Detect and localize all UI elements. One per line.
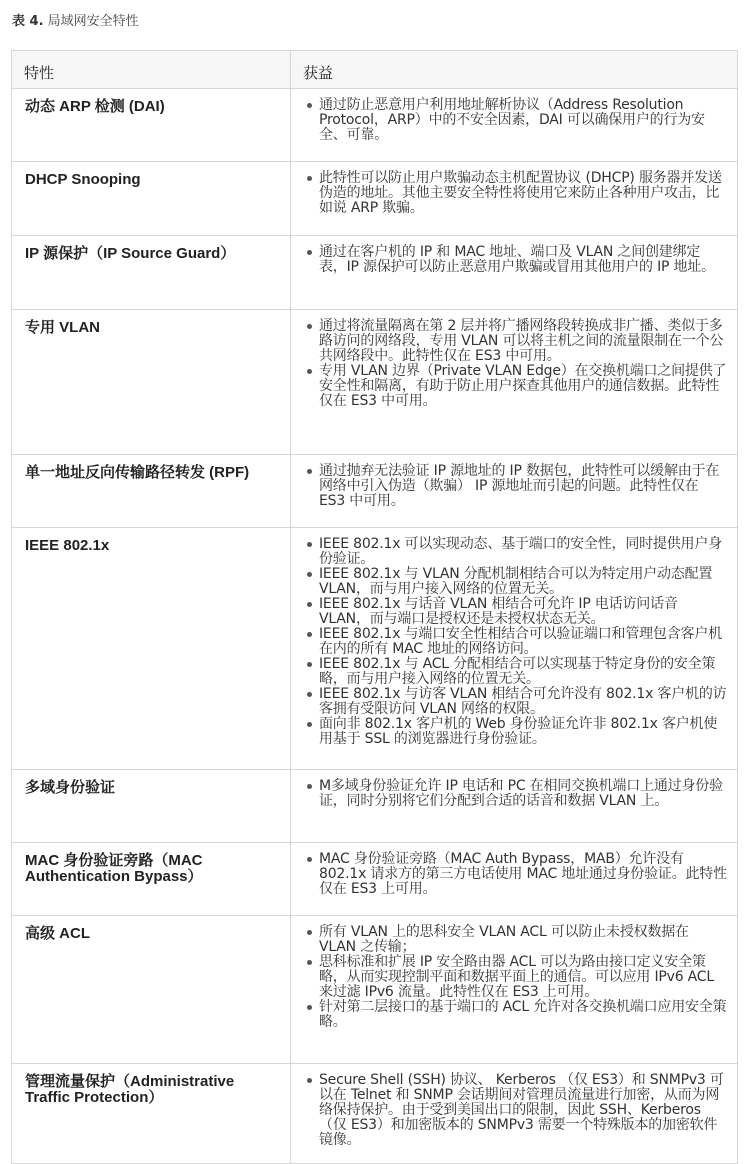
bullet-icon [307,662,312,667]
feature-cell [12,843,291,916]
feature-name: IP 源保护（IP Source Guard） [25,245,236,262]
feature-name: 多域身份验证 [25,779,116,796]
feature-column-header [12,51,291,89]
benefit-list [301,98,727,143]
benefit-list [301,852,727,897]
table-row [12,1064,738,1164]
benefit-item [319,1073,727,1148]
benefit-item [319,955,727,1000]
table-row [12,770,738,843]
benefit-list [301,537,727,747]
benefit-item [319,567,727,597]
bullet-icon [307,542,312,547]
feature-cell [12,916,291,1064]
benefit-text: IEEE 802.1x 与话音 VLAN 相结合可允许 IP 电话访问话音 VLAN，而与端口是授权还是未授权状态无关。 [319,596,678,627]
benefit-text: 专用 VLAN 边界（Private VLAN Edge）在交换机端口之间提供了安全性和隔离，有助于防止用户探查其他用户的通信数据。此特性仅在 ES3 中可用。 [319,363,727,409]
benefit-text: MAC 身份验证旁路（MAC Auth Bypass，MAB）允许没有 802.1x 请求方的第三方电话使用 MAC 地址通过身份验证。此特性仅在 ES3 上可用。 [319,851,727,897]
benefit-text: IEEE 802.1x 与端口安全性相结合可以验证端口和管理包含客户机在内的所有 MAC 地址的网络访问。 [319,626,722,657]
bullet-icon [307,692,312,697]
feature-name: IEEE 802.1x [25,537,110,554]
benefit-text: IEEE 802.1x 与访客 VLAN 相结合可允许没有 802.1x 客户机的访客拥有受限访问 VLAN 网络的权限。 [319,686,727,717]
benefit-item [319,171,727,216]
benefit-text: 所有 VLAN 上的思科安全 VLAN ACL 可以防止未授权数据在 VLAN 之传输； [319,924,689,955]
benefit-item [319,537,727,567]
feature-cell [12,455,291,528]
benefit-header-label: 获益 [303,64,334,82]
benefit-text: 通过将流量隔离在第 2 层并将广播网络段转换成非广播、类似于多路访问的网络段，专用 VLAN 可以将主机之间的流量限制在一个公共网络段中。此特性仅在 ES3 中可用。 [319,318,724,364]
benefit-item [319,657,727,687]
benefit-item [319,779,727,809]
table-row [12,455,738,528]
benefit-item [319,597,727,627]
feature-name: 高级 ACL [25,925,90,942]
benefit-text: 通过抛弃无法验证 IP 源地址的 IP 数据包，此特性可以缓解由于在网络中引入伪造（欺骗） IP 源地址而引起的问题。此特性仅在 ES3 中可用。 [319,463,720,509]
feature-cell [12,236,291,310]
bullet-icon [307,469,312,474]
bullet-icon [307,103,312,108]
benefit-cell [291,843,738,916]
feature-name: 管理流量保护（Administrative Traffic Protection） [25,1073,235,1106]
feature-name: 单一地址反向传输路径转发 (RPF) [25,464,250,481]
bullet-icon [307,930,312,935]
feature-cell [12,89,291,162]
benefit-cell [291,528,738,770]
feature-name: MAC 身份验证旁路（MAC Authentication Bypass） [25,852,203,885]
bullet-icon [307,1005,312,1010]
feature-cell [12,162,291,236]
feature-name: DHCP Snooping [25,171,141,188]
table-caption [12,10,139,29]
benefit-item [319,364,727,409]
bullet-icon [307,857,312,862]
bullet-icon [307,722,312,727]
benefit-list [301,1073,727,1148]
table-header-row [12,51,738,89]
feature-name: 专用 VLAN [25,319,101,336]
bullet-icon [307,602,312,607]
benefit-list [301,171,727,216]
benefit-item [319,717,727,747]
feature-header-label: 特性 [24,64,55,82]
bullet-icon [307,572,312,577]
benefit-cell [291,1064,738,1164]
table-row [12,528,738,770]
bullet-icon [307,250,312,255]
benefit-list [301,464,727,509]
bullet-icon [307,369,312,374]
benefit-cell [291,310,738,455]
benefit-text: 此特性可以防止用户欺骗动态主机配置协议 (DHCP) 服务器并发送伪造的地址。其他主要安全特性将使用它来防止各种用户攻击，比如说 ARP 欺骗。 [319,170,722,216]
feature-cell [12,1064,291,1164]
table-row [12,89,738,162]
feature-cell [12,310,291,455]
table-row [12,843,738,916]
benefit-item [319,627,727,657]
bullet-icon [307,632,312,637]
table-row [12,162,738,236]
benefit-item [319,98,727,143]
benefit-text: 面向非 802.1x 客户机的 Web 身份验证允许非 802.1x 客户机使用基于 SSL 的浏览器进行身份验证。 [319,716,718,747]
bullet-icon [307,1078,312,1083]
table-row [12,916,738,1064]
benefit-text: IEEE 802.1x 与 VLAN 分配机制相结合可以为特定用户动态配置 VLAN，而与用户接入网络的位置无关。 [319,566,713,597]
bullet-icon [307,960,312,965]
feature-cell [12,770,291,843]
benefit-text: IEEE 802.1x 可以实现动态、基于端口的安全性，同时提供用户身份验证。 [319,536,722,567]
benefit-item [319,687,727,717]
benefit-text: 思科标准和扩展 IP 安全路由器 ACL 可以为路由接口定义安全策略，从而实现控制平面和数据平面上的通信。可以应用 IPv6 ACL 来过滤 IPv6 流量。此特性仅在 ES3 上可用。 [319,954,714,1000]
benefit-list [301,925,727,1030]
benefit-text: 针对第二层接口的基于端口的 ACL 允许对各交换机端口应用安全策略。 [319,999,727,1030]
benefit-list [301,245,727,275]
benefit-item [319,925,727,955]
benefit-cell [291,916,738,1064]
bullet-icon [307,784,312,789]
benefit-text: M多域身份验证允许 IP 电话和 PC 在相同交换机端口上通过身份验证，同时分别将它们分配到合适的话音和数据 VLAN 上。 [319,778,723,809]
benefit-item [319,852,727,897]
bullet-icon [307,324,312,329]
table-row [12,310,738,455]
table-number: 表 4. [12,14,44,29]
benefit-cell [291,455,738,528]
lan-security-features-table [11,50,738,1164]
benefit-cell [291,236,738,310]
benefit-item [319,1000,727,1030]
table-title: 局域网安全特性 [47,14,139,29]
table-row [12,236,738,310]
benefit-text: 通过防止恶意用户利用地址解析协议（Address Resolution Protocol，ARP）中的不安全因素，DAI 可以确保用户的行为安全、可靠。 [319,97,705,143]
benefit-text: IEEE 802.1x 与 ACL 分配相结合可以实现基于特定身份的安全策略，而与用户接入网络的位置无关。 [319,656,716,687]
table-body [12,89,738,1164]
benefit-text: 通过在客户机的 IP 和 MAC 地址、端口及 VLAN 之间创建绑定表，IP 源保护可以防止恶意用户欺骗或冒用其他用户的 IP 地址。 [319,244,715,275]
feature-name: 动态 ARP 检测 (DAI) [25,98,165,115]
benefit-cell [291,162,738,236]
benefit-cell [291,89,738,162]
bullet-icon [307,176,312,181]
feature-cell [12,528,291,770]
benefit-list [301,779,727,809]
benefit-item [319,245,727,275]
benefit-list [301,319,727,409]
benefit-cell [291,770,738,843]
benefit-column-header [291,51,738,89]
benefit-item [319,319,727,364]
benefit-item [319,464,727,509]
benefit-text: Secure Shell (SSH) 协议、 Kerberos （仅 ES3）和 SNMPv3 可以在 Telnet 和 SNMP 会话期间对管理员流量进行加密，从而为网络保持保护。由于受到美国出口的限制，因此 SSH、Kerberos（仅 ES3）和加密版本的 SNMPv3 需要一个特殊版本的加密软件镜像。 [319,1072,724,1148]
